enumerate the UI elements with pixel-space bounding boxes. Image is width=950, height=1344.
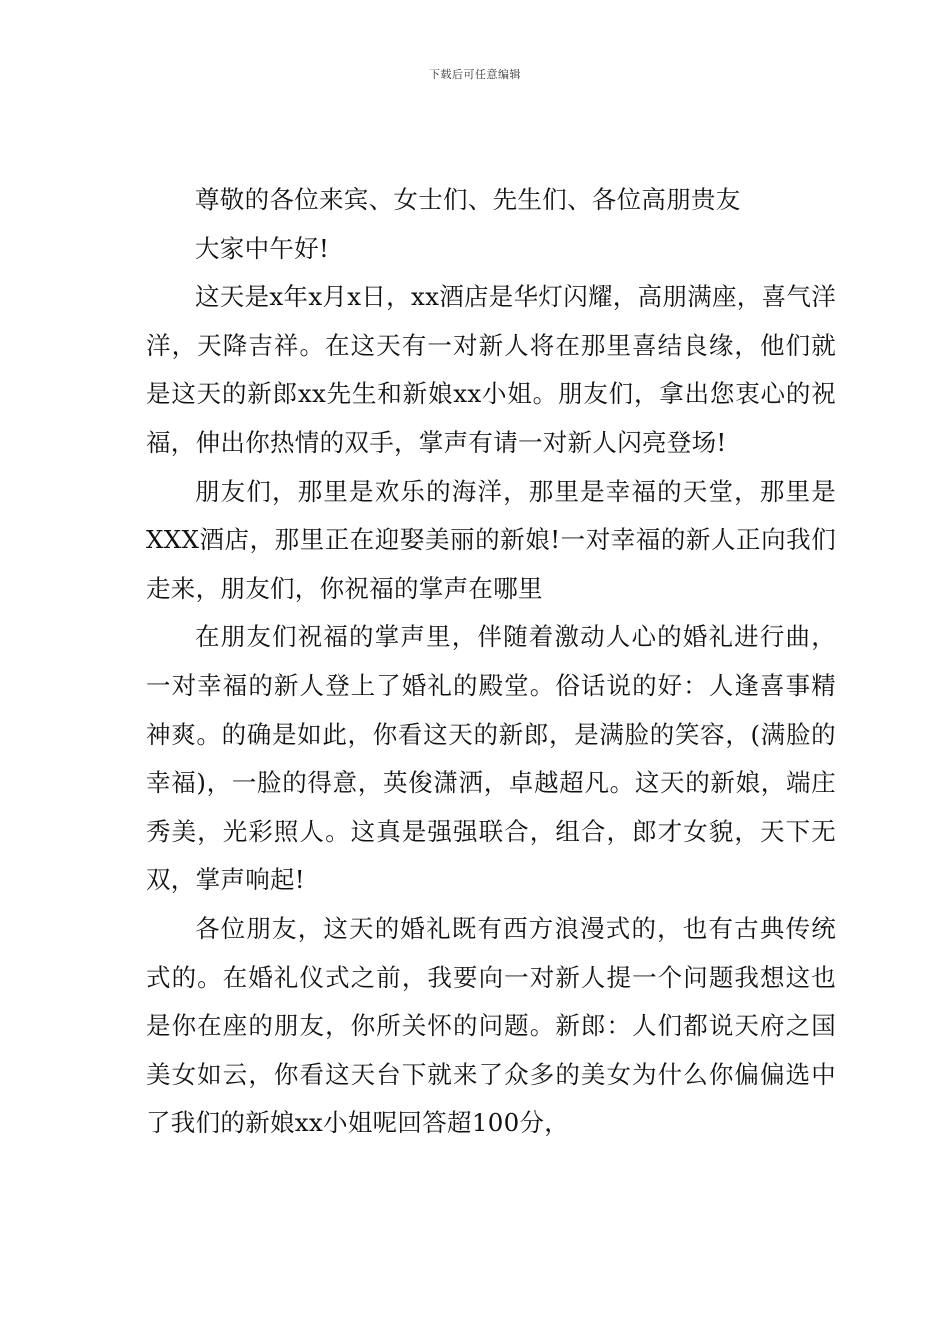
paragraph-1: 这天是x年x月x日，xx酒店是华灯闪耀，高朋满座，喜气洋洋，天降吉祥。在这天有一对新人将在那里喜结良缘，他们就是这天的新郎xx先生和新娘xx小姐。朋友们，拿出您衷心的祝福，伸出你热情的双手，掌声有请一对新人闪亮登场! <box>146 282 836 457</box>
greeting-paragraph: 大家中午好! <box>195 233 330 263</box>
page-header-note: 下载后可任意编辑 <box>429 68 521 81</box>
paragraph-3: 在朋友们祝福的掌声里，伴随着激动人心的婚礼进行曲，一对幸福的新人登上了婚礼的殿堂。俗话说的好：人逢喜事精神爽。的确是如此，你看这天的新郎，是满脸的笑容，(满脸的幸福)，一脸的得意，英俊潇洒，卓越超凡。这天的新娘，端庄秀美，光彩照人。这真是强强联合，组合，郎才女貌，天下无双，掌声响起! <box>146 622 836 895</box>
paragraph-4: 各位朋友，这天的婚礼既有西方浪漫式的，也有古典传统式的。在婚礼仪式之前，我要向一对新人提一个问题我想这也是你在座的朋友，你所关怀的问题。新郎：人们都说天府之国美女如云，你看这天台下就来了众多的美女为什么你偏偏选中了我们的新娘xx小姐呢回答超100分， <box>146 913 836 1138</box>
document-body <box>146 176 836 1148</box>
paragraph-2: 朋友们，那里是欢乐的海洋，那里是幸福的天堂，那里是XXX酒店，那里正在迎娶美丽的新娘!一对幸福的新人正向我们走来，朋友们，你祝福的掌声在哪里 <box>146 476 836 603</box>
salutation-paragraph: 尊敬的各位来宾、女士们、先生们、各位高朋贵友 <box>195 185 741 214</box>
